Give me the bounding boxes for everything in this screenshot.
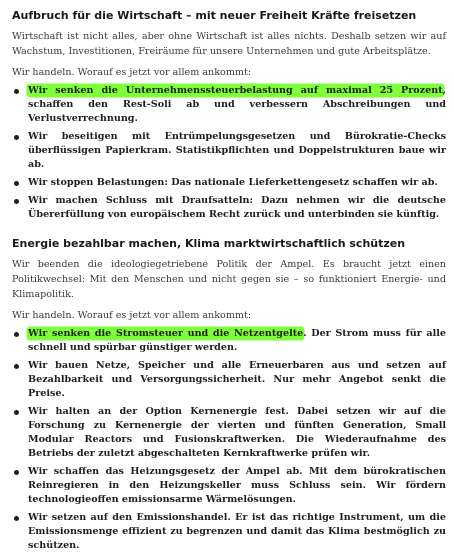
list-item-text: Wir bauen Netze, Speicher und alle Erneuerbaren aus und setzen auf Bezahlbarkeit und Versorgungssicherheit. Nur mehr Angebot senkt die Preise. [28,360,446,399]
bullet-icon [14,135,19,140]
list-item [12,176,446,190]
bullet-list-energie [12,327,446,553]
section-heading-energie: Energie bezahlbar machen, Klima marktwirtschaftlich schützen [12,237,406,250]
list-item-text: . Der Strom muss für alle schnell und spürbar günstiger werden. [28,328,446,353]
list-item [12,130,446,172]
bullet-icon [14,181,19,186]
list-item-text: Wir stoppen Belastungen: Das nationale Lieferkettengesetz schaffen wir ab. [28,177,438,188]
list-item [12,359,446,401]
bullet-icon [14,410,19,415]
list-item [12,405,446,461]
list-item [12,511,446,553]
bullet-icon [14,364,19,369]
bullet-icon [14,516,19,521]
list-item [12,84,446,126]
highlighted-text: Wir senken die Stromsteuer und die Netzentgelte [28,328,304,339]
list-item-text: Wir machen Schluss mit Draufsatteln: Dazu nehmen wir die deutsche Übererfüllung von europäischem Recht zurück und unterbinden sie künftig. [28,195,446,220]
section-heading-wirtschaft: Aufbruch für die Wirtschaft – mit neuer Freiheit Kräfte freisetzen [12,9,417,22]
section-intro-wirtschaft: Wir handeln. Worauf es jetzt vor allem ankommt: [12,67,252,78]
list-item [12,465,446,507]
list-item [12,194,446,222]
list-item-text: Wir beseitigen mit Entrümpelungsgesetzen und Bürokratie-Checks überflüssigen Papierkram. Statistikpflichten und Doppelstrukturen baue wir ab. [28,131,446,170]
bullet-icon [14,470,19,475]
list-item-text: , schaffen den Rest-Soli ab und verbessern Abschreibungen und Verlustverrechnung. [28,85,446,124]
list-item [12,327,446,355]
bullet-icon [14,89,19,94]
list-item-text: Wir setzen auf den Emissionshandel. Er ist das richtige Instrument, um die Emissionsmenge effizient zu begrenzen und damit das Klima bestmöglich zu schützen. [28,512,446,551]
document-page [12,4,446,557]
section-lead-wirtschaft: Wirtschaft ist nicht alles, aber ohne Wirtschaft ist alles nichts. Deshalb setzen wir auf Wachstum, Investitionen, Freiräume für unsere Unternehmen und gute Arbeitsplätze. [12,31,446,57]
highlighted-text: Wir senken die Unternehmenssteuerbelastung auf maximal 25 Prozent [28,85,443,96]
section-lead-energie: Wir beenden die ideologiegetriebene Politik der Ampel. Es braucht jetzt einen Politikwechsel: Mit den Menschen und nicht gegen sie – so funktioniert Energie- und Klimapolitik. [12,259,446,300]
section-intro-energie: Wir handeln. Worauf es jetzt vor allem ankommt: [12,310,252,321]
list-item-text: Wir schaffen das Heizungsgesetz der Ampel ab. Mit dem bürokratischen Reinregieren in den Heizungskeller muss Schluss sein. Wir fördern technologieoffen emissionsarme Wärmelösungen. [28,466,446,505]
list-item-text: Wir halten an der Option Kernenergie fest. Dabei setzen wir auf die Forschung zu Kernenergie der vierten und fünften Generation, Small Modular Reactors und Fusionskraftwerken. Die Wiederaufnahme des Betriebs der zuletzt abgeschalteten Kernkraftwerke prüfen wir. [28,406,446,459]
bullet-list-wirtschaft [12,84,446,222]
bullet-icon [14,332,19,337]
bullet-icon [14,199,19,204]
